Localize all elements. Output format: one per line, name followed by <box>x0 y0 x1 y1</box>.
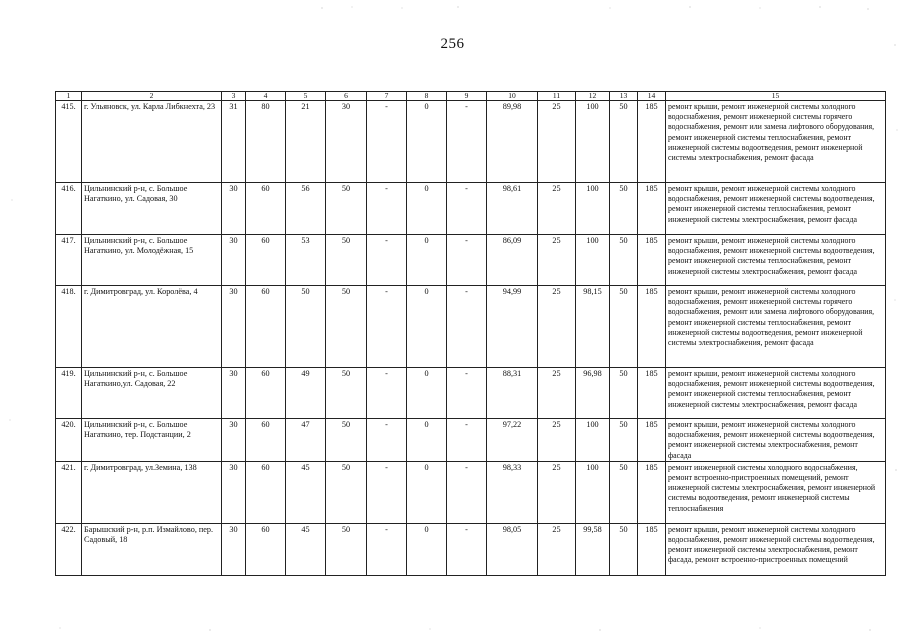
cell-c9: - <box>447 286 487 368</box>
table-row <box>56 286 886 368</box>
cell-c9: - <box>447 523 487 575</box>
column-number: 9 <box>447 92 487 101</box>
cell-c11: 25 <box>538 235 576 286</box>
cell-c6: 50 <box>326 286 367 368</box>
row-number: 422. <box>56 523 82 575</box>
cell-c5: 49 <box>286 368 326 419</box>
cell-c11: 25 <box>538 523 576 575</box>
cell-c14: 185 <box>638 368 666 419</box>
cell-c11: 25 <box>538 286 576 368</box>
cell-c5: 50 <box>286 286 326 368</box>
cell-c10: 88,31 <box>487 368 538 419</box>
cell-c13: 50 <box>610 101 638 183</box>
table-row <box>56 419 886 462</box>
cell-c14: 185 <box>638 183 666 235</box>
cell-c3: 30 <box>222 183 246 235</box>
cell-c9: - <box>447 461 487 523</box>
address-cell: г. Димитровград, ул.Земина, 138 <box>82 461 222 523</box>
column-number: 2 <box>82 92 222 101</box>
cell-c8: 0 <box>407 368 447 419</box>
row-number: 421. <box>56 461 82 523</box>
cell-c8: 0 <box>407 286 447 368</box>
cell-c4: 60 <box>246 419 286 462</box>
cell-c12: 100 <box>576 183 610 235</box>
cell-c10: 98,33 <box>487 461 538 523</box>
cell-c6: 50 <box>326 461 367 523</box>
housing-repair-table <box>55 91 886 576</box>
cell-c5: 45 <box>286 523 326 575</box>
cell-c7: - <box>367 101 407 183</box>
cell-c13: 50 <box>610 461 638 523</box>
cell-c6: 50 <box>326 523 367 575</box>
row-number: 420. <box>56 419 82 462</box>
cell-c8: 0 <box>407 419 447 462</box>
cell-c11: 25 <box>538 101 576 183</box>
cell-c14: 185 <box>638 101 666 183</box>
works-cell: ремонт инженерной системы холодного водоснабжения, ремонт встроенно-пристроенных помещений, ремонт инженерной системы электроснабжения, ремонт инженерной системы водоотведения, ремонт инженерной системы теплоснабжения <box>666 461 886 523</box>
address-cell: Цильнинский р-н, с. Большое Нагаткино, ул. Молодёжная, 15 <box>82 235 222 286</box>
cell-c5: 21 <box>286 101 326 183</box>
column-number: 12 <box>576 92 610 101</box>
cell-c3: 30 <box>222 235 246 286</box>
cell-c4: 60 <box>246 235 286 286</box>
cell-c12: 96,98 <box>576 368 610 419</box>
cell-c12: 100 <box>576 235 610 286</box>
cell-c14: 185 <box>638 286 666 368</box>
cell-c7: - <box>367 419 407 462</box>
cell-c6: 50 <box>326 183 367 235</box>
cell-c13: 50 <box>610 286 638 368</box>
cell-c4: 80 <box>246 101 286 183</box>
column-number: 11 <box>538 92 576 101</box>
table-row <box>56 235 886 286</box>
works-cell: ремонт крыши, ремонт инженерной системы холодного водоснабжения, ремонт инженерной системы водоотведения, ремонт инженерной системы электроснабжения, ремонт фасада <box>666 419 886 462</box>
cell-c3: 31 <box>222 101 246 183</box>
cell-c5: 45 <box>286 461 326 523</box>
cell-c10: 89,98 <box>487 101 538 183</box>
cell-c3: 30 <box>222 523 246 575</box>
row-number: 415. <box>56 101 82 183</box>
cell-c9: - <box>447 183 487 235</box>
cell-c12: 100 <box>576 419 610 462</box>
address-cell: Цильнинский р-н, с. Большое Нагаткино, ул. Садовая, 30 <box>82 183 222 235</box>
column-number: 3 <box>222 92 246 101</box>
cell-c9: - <box>447 419 487 462</box>
cell-c7: - <box>367 183 407 235</box>
cell-c9: - <box>447 235 487 286</box>
cell-c4: 60 <box>246 523 286 575</box>
cell-c5: 47 <box>286 419 326 462</box>
cell-c7: - <box>367 523 407 575</box>
column-number-row <box>56 92 886 101</box>
column-number: 10 <box>487 92 538 101</box>
cell-c3: 30 <box>222 419 246 462</box>
cell-c13: 50 <box>610 419 638 462</box>
column-number: 14 <box>638 92 666 101</box>
row-number: 417. <box>56 235 82 286</box>
cell-c4: 60 <box>246 183 286 235</box>
cell-c7: - <box>367 461 407 523</box>
table-row <box>56 461 886 523</box>
cell-c3: 30 <box>222 286 246 368</box>
column-number: 1 <box>56 92 82 101</box>
works-cell: ремонт крыши, ремонт инженерной системы холодного водоснабжения, ремонт инженерной системы горячего водоснабжения, ремонт или замена лифтового оборудования, ремонт инженерной системы теплоснабжения, ремонт инженерной системы водоотведения, ремонт инженерной системы электроснабжения, ремонт фасада <box>666 101 886 183</box>
cell-c13: 50 <box>610 235 638 286</box>
address-cell: Цильнинский р-н, с. Большое Нагаткино,ул. Садовая, 22 <box>82 368 222 419</box>
cell-c11: 25 <box>538 183 576 235</box>
cell-c9: - <box>447 368 487 419</box>
cell-c7: - <box>367 368 407 419</box>
cell-c7: - <box>367 235 407 286</box>
table-row <box>56 523 886 575</box>
cell-c5: 53 <box>286 235 326 286</box>
address-cell: г. Димитровград, ул. Королёва, 4 <box>82 286 222 368</box>
cell-c6: 30 <box>326 101 367 183</box>
column-number: 4 <box>246 92 286 101</box>
cell-c12: 99,58 <box>576 523 610 575</box>
cell-c6: 50 <box>326 368 367 419</box>
row-number: 418. <box>56 286 82 368</box>
works-cell: ремонт крыши, ремонт инженерной системы холодного водоснабжения, ремонт инженерной системы горячего водоснабжения, ремонт или замена лифтового оборудования, ремонт инженерной системы теплоснабжения, ремонт инженерной системы водоотведения, ремонт инженерной системы электроснабжения, ремонт фасада <box>666 286 886 368</box>
cell-c14: 185 <box>638 419 666 462</box>
cell-c8: 0 <box>407 101 447 183</box>
cell-c4: 60 <box>246 368 286 419</box>
page-number: 256 <box>440 36 465 52</box>
column-number: 5 <box>286 92 326 101</box>
cell-c11: 25 <box>538 461 576 523</box>
cell-c8: 0 <box>407 461 447 523</box>
cell-c12: 100 <box>576 101 610 183</box>
cell-c10: 97,22 <box>487 419 538 462</box>
column-number: 15 <box>666 92 886 101</box>
cell-c13: 50 <box>610 523 638 575</box>
cell-c10: 86,09 <box>487 235 538 286</box>
cell-c10: 94,99 <box>487 286 538 368</box>
address-cell: г. Ульяновск, ул. Карла Либкнехта, 23 <box>82 101 222 183</box>
cell-c13: 50 <box>610 368 638 419</box>
cell-c10: 98,61 <box>487 183 538 235</box>
cell-c11: 25 <box>538 368 576 419</box>
cell-c6: 50 <box>326 235 367 286</box>
cell-c3: 30 <box>222 368 246 419</box>
table-row <box>56 368 886 419</box>
cell-c14: 185 <box>638 235 666 286</box>
address-cell: Цильнинский р-н, с. Большое Нагаткино, тер. Подстанции, 2 <box>82 419 222 462</box>
column-number: 8 <box>407 92 447 101</box>
cell-c13: 50 <box>610 183 638 235</box>
cell-c5: 56 <box>286 183 326 235</box>
cell-c8: 0 <box>407 523 447 575</box>
cell-c8: 0 <box>407 235 447 286</box>
works-cell: ремонт крыши, ремонт инженерной системы холодного водоснабжения, ремонт инженерной системы водоотведения, ремонт инженерной системы теплоснабжения, ремонт инженерной системы электроснабжения, ремонт фасада <box>666 235 886 286</box>
cell-c7: - <box>367 286 407 368</box>
address-cell: Барышский р-н, р.п. Измайлово, пер. Садовый, 18 <box>82 523 222 575</box>
cell-c12: 98,15 <box>576 286 610 368</box>
cell-c4: 60 <box>246 461 286 523</box>
cell-c14: 185 <box>638 461 666 523</box>
column-number: 6 <box>326 92 367 101</box>
row-number: 416. <box>56 183 82 235</box>
table-row <box>56 183 886 235</box>
column-number: 7 <box>367 92 407 101</box>
column-number: 13 <box>610 92 638 101</box>
table-row <box>56 101 886 183</box>
works-cell: ремонт крыши, ремонт инженерной системы холодного водоснабжения, ремонт инженерной системы водоотведения, ремонт инженерной системы теплоснабжения, ремонт инженерной системы электроснабжения, ремонт фасада <box>666 183 886 235</box>
cell-c10: 98,05 <box>487 523 538 575</box>
cell-c6: 50 <box>326 419 367 462</box>
row-number: 419. <box>56 368 82 419</box>
cell-c11: 25 <box>538 419 576 462</box>
cell-c12: 100 <box>576 461 610 523</box>
cell-c14: 185 <box>638 523 666 575</box>
works-cell: ремонт крыши, ремонт инженерной системы холодного водоснабжения, ремонт инженерной системы водоотведения, ремонт инженерной системы электроснабжения, ремонт фасада, ремонт встроенно-пристроенных помещений <box>666 523 886 575</box>
works-cell: ремонт крыши, ремонт инженерной системы холодного водоснабжения, ремонт инженерной системы водоотведения, ремонт инженерной системы теплоснабжения, ремонт инженерной системы электроснабжения, ремонт фасада <box>666 368 886 419</box>
cell-c8: 0 <box>407 183 447 235</box>
cell-c9: - <box>447 101 487 183</box>
cell-c3: 30 <box>222 461 246 523</box>
cell-c4: 60 <box>246 286 286 368</box>
